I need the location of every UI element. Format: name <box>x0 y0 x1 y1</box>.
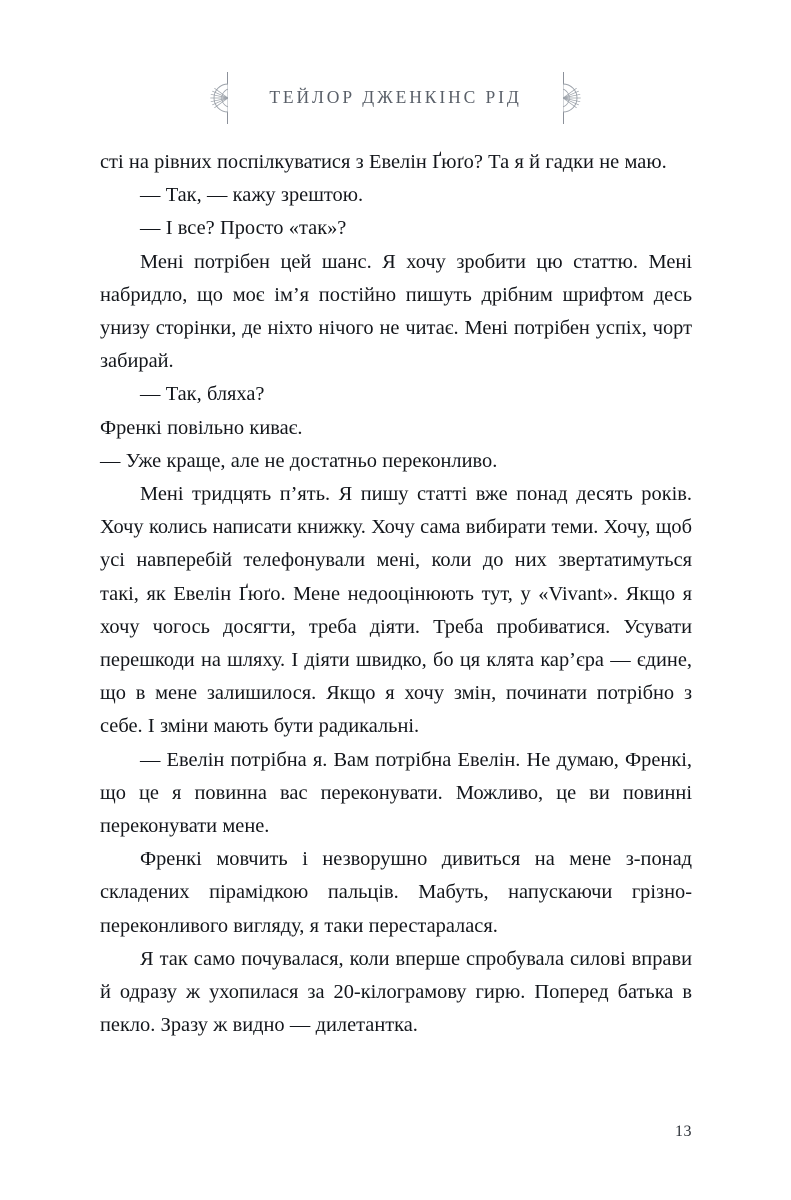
paragraph: — Уже краще, але не достатньо переконливо. <box>100 449 498 472</box>
body-text-block <box>100 146 692 1042</box>
fan-shell-ornament-right-icon <box>556 72 582 124</box>
paragraph: — Евелін потрібна я. Вам потрібна Евелін. Не думаю, Френкі, що це я повинна вас переконувати. Можливо, це ви повинні переконувати мене. <box>100 748 692 838</box>
running-head <box>0 72 791 124</box>
paragraph: Френкі повільно киває. <box>100 416 303 439</box>
paragraph: — І все? Просто «так»? <box>140 217 347 240</box>
paragraph: Я так само почувалася, коли вперше спробувала силові вправи й одразу ж ухопилася за 20-кілограмову гирю. Поперед батька в пекло. Зразу ж видно — дилетантка. <box>100 947 692 1037</box>
paragraph: Френкі мовчить і незворушно дивиться на мене з-понад складених пірамідкою пальців. Мабуть, напускаючи грізно-переконливого вигляду, я таки перестаралася. <box>100 848 692 937</box>
paragraph: сті на рівних поспілкуватися з Евелін Ґюґо? Та я й гадки не маю. <box>100 151 667 173</box>
paragraph: Мені потрібен цей шанс. Я хочу зробити цю статтю. Мені набридло, що моє ім’я постійно пишуть дрібним шрифтом десь унизу сторінки, де ніхто нічого не читає. Мені потрібен успіх, чорт забирай. <box>100 250 692 373</box>
paragraph: Мені тридцять п’ять. Я пишу статті вже понад десять років. Хочу колись написати книжку. Хочу сама вибирати теми. Хочу, щоб усі навперебій телефонували мені, коли до них звертатимуться такі, як Евелін Ґюґо. Мене недооцінюють тут, у «Vivant». Якщо я хочу чогось досягти, треба діяти. Треба пробиватися. Усувати перешкоди на шляху. І діяти швидко, бо ця клята кар’єра — єдине, що в мене залишилося. Якщо я хочу змін, починати потрібно з себе. І зміни мають бути радикальні. <box>100 483 692 738</box>
page-number: 13 <box>675 1123 692 1140</box>
running-head-title: ТЕЙЛОР ДЖЕНКІНС РІД <box>269 87 522 108</box>
paragraph: — Так, — кажу зрештою. <box>140 184 364 207</box>
paragraph: — Так, бляха? <box>140 383 265 406</box>
fan-shell-ornament-left-icon <box>209 72 235 124</box>
